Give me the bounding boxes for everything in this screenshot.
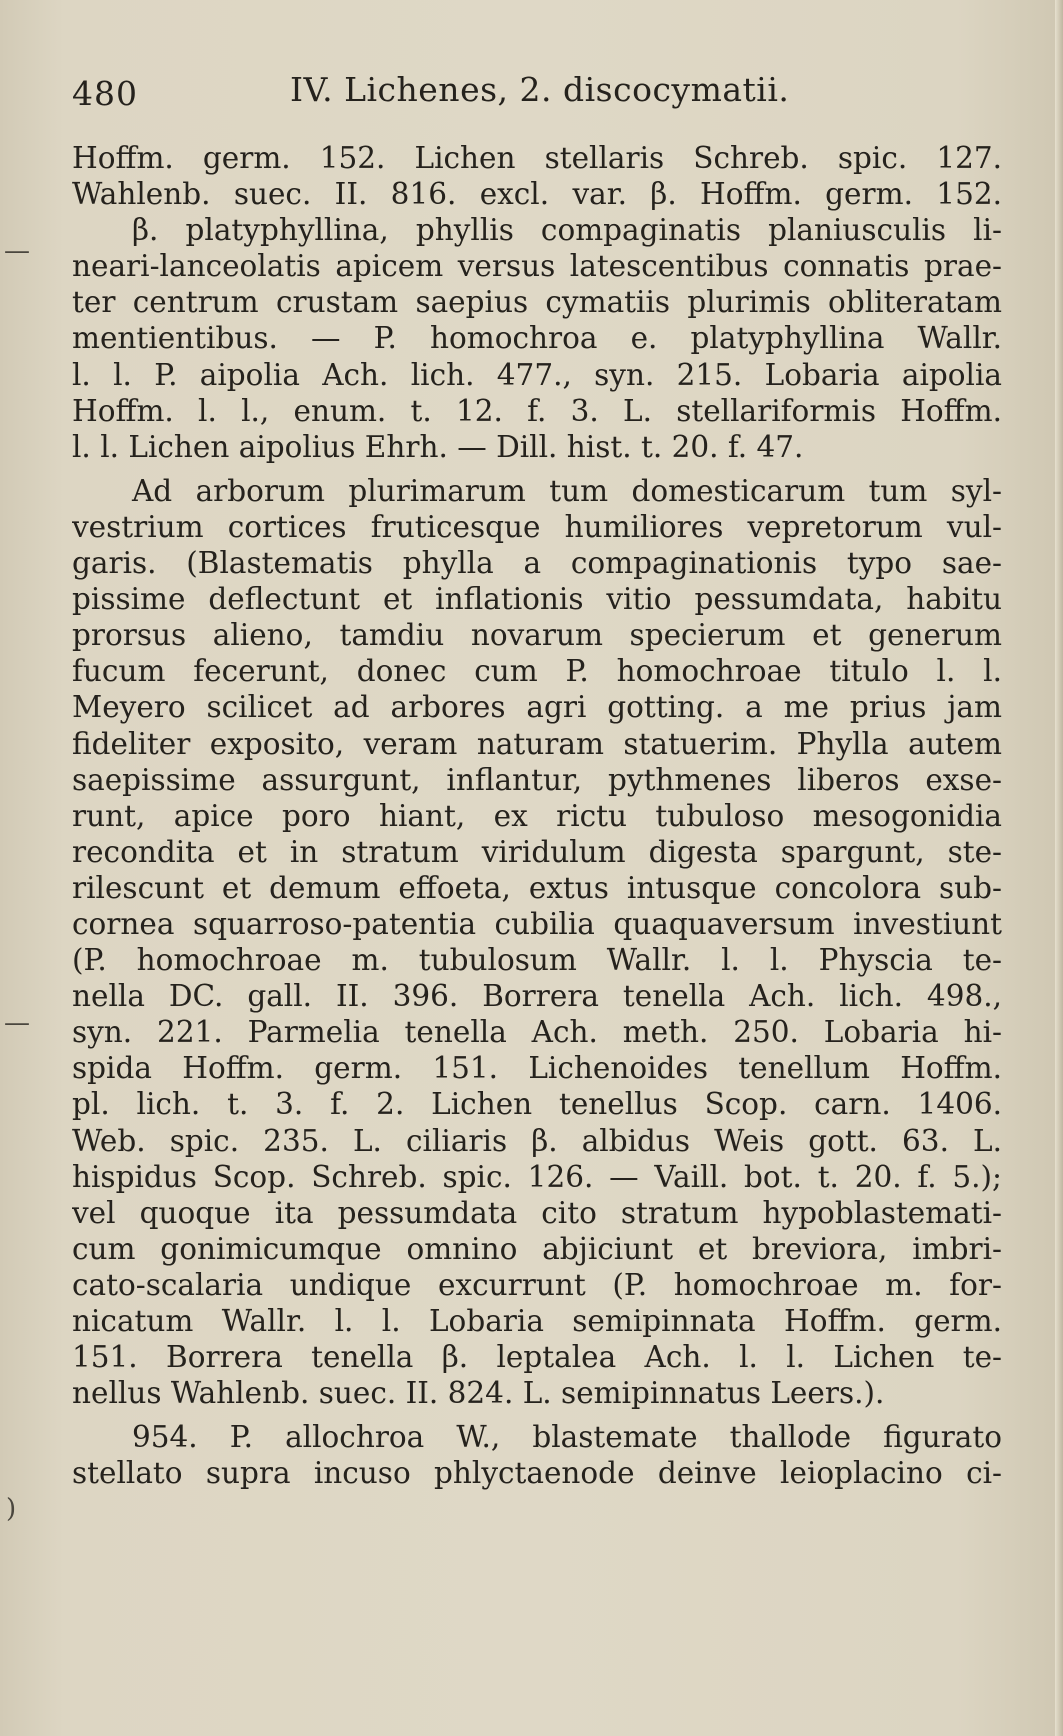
text-line: neari-lanceolatis apicem versus latescentibus connatis prae- bbox=[72, 249, 1002, 284]
text-line: cato-scalaria undique excurrunt (P. homochroae m. for- bbox=[72, 1267, 1002, 1302]
text-line: rilescunt et demum effoeta, extus intusque concolora sub- bbox=[72, 870, 1002, 905]
text-line: Wahlenb. suec. II. 816. excl. var. β. Hoffm. germ. 152. bbox=[72, 177, 1002, 212]
text-line: Hoffm. l. l., enum. t. 12. f. 3. L. stellariformis Hoffm. bbox=[72, 393, 1002, 428]
body-text bbox=[72, 140, 1002, 1491]
text-line: spida Hoffm. germ. 151. Lichenoides tenellum Hoffm. bbox=[72, 1051, 1002, 1086]
text-line: l. l. Lichen aipolius Ehrh. — Dill. hist. t. 20. f. 47. bbox=[72, 429, 804, 464]
text-line: pl. lich. t. 3. f. 2. Lichen tenellus Scop. carn. 1406. bbox=[72, 1087, 1002, 1122]
text-line: mentientibus. — P. homochroa e. platyphyllina Wallr. bbox=[72, 321, 1002, 356]
text-line: recondita et in stratum viridulum digesta spargunt, ste- bbox=[72, 834, 1002, 869]
text-line: 954. P. allochroa W., blastemate thallode figurato bbox=[132, 1420, 1002, 1455]
page-number: 480 bbox=[72, 74, 138, 113]
text-line: runt, apice poro hiant, ex rictu tubuloso mesogonidia bbox=[72, 798, 1002, 833]
text-line: fideliter exposito, veram naturam statuerim. Phylla autem bbox=[72, 726, 1002, 761]
text-line: vel quoque ita pessumdata cito stratum hypoblastemati- bbox=[72, 1195, 1002, 1230]
text-line: cum gonimicumque omnino abjiciunt et breviora, imbri- bbox=[72, 1231, 1002, 1266]
text-line: ter centrum crustam saepius cymatiis plurimis obliteratam bbox=[72, 285, 1002, 320]
text-line: garis. (Blastematis phylla a compaginationis typo sae- bbox=[72, 546, 1002, 581]
text-line: stellato supra incuso phlyctaenode deinve leioplacino ci- bbox=[72, 1456, 1002, 1491]
text-line: Web. spic. 235. L. ciliaris β. albidus Weis gott. 63. L. bbox=[72, 1123, 1002, 1158]
text-line: pissime deflectunt et inflationis vitio pessumdata, habitu bbox=[72, 582, 1002, 617]
text-line: β. platyphyllina, phyllis compaginatis planiusculis li- bbox=[132, 213, 1002, 248]
text-line: hispidus Scop. Schreb. spic. 126. — Vaill. bot. t. 20. f. 5.); bbox=[72, 1159, 1002, 1194]
text-line: Meyero scilicet ad arbores agri gotting. a me prius jam bbox=[72, 690, 1002, 725]
page-edge bbox=[1055, 0, 1063, 1736]
text-line: nella DC. gall. II. 396. Borrera tenella Ach. lich. 498., bbox=[72, 979, 1002, 1014]
text-line: prorsus alieno, tamdiu novarum specierum et generum bbox=[72, 618, 1002, 653]
margin-dash: — bbox=[4, 236, 30, 266]
text-line: 151. Borrera tenella β. leptalea Ach. l. l. Lichen te- bbox=[72, 1340, 1002, 1375]
text-line: fucum fecerunt, donec cum P. homochroae titulo l. l. bbox=[72, 654, 1002, 689]
page-header bbox=[72, 70, 1002, 120]
text-line: l. l. P. aipolia Ach. lich. 477., syn. 215. Lobaria aipolia bbox=[72, 357, 1002, 392]
text-line: Ad arborum plurimarum tum domesticarum tum syl- bbox=[132, 473, 1002, 508]
text-line: Hoffm. germ. 152. Lichen stellaris Schreb. spic. 127. bbox=[72, 141, 1002, 175]
text-line: syn. 221. Parmelia tenella Ach. meth. 250. Lobaria hi- bbox=[72, 1015, 1002, 1050]
margin-bracket: ) bbox=[6, 1494, 17, 1524]
text-line: cornea squarroso-patentia cubilia quaquaversum investiunt bbox=[72, 906, 1002, 941]
text-line: saepissime assurgunt, inflantur, pythmenes liberos exse- bbox=[72, 762, 1002, 797]
text-line: nicatum Wallr. l. l. Lobaria semipinnata Hoffm. germ. bbox=[72, 1304, 1002, 1338]
text-line: nellus Wahlenb. suec. II. 824. L. semipinnatus Leers.). bbox=[72, 1376, 885, 1411]
running-head: IV. Lichenes, 2. discocymatii. bbox=[290, 70, 790, 109]
margin-dash: — bbox=[4, 1008, 30, 1038]
text-line: (P. homochroae m. tubulosum Wallr. l. l. Physcia te- bbox=[72, 943, 1002, 978]
text-line: vestrium cortices fruticesque humiliores vepretorum vul- bbox=[72, 509, 1002, 544]
